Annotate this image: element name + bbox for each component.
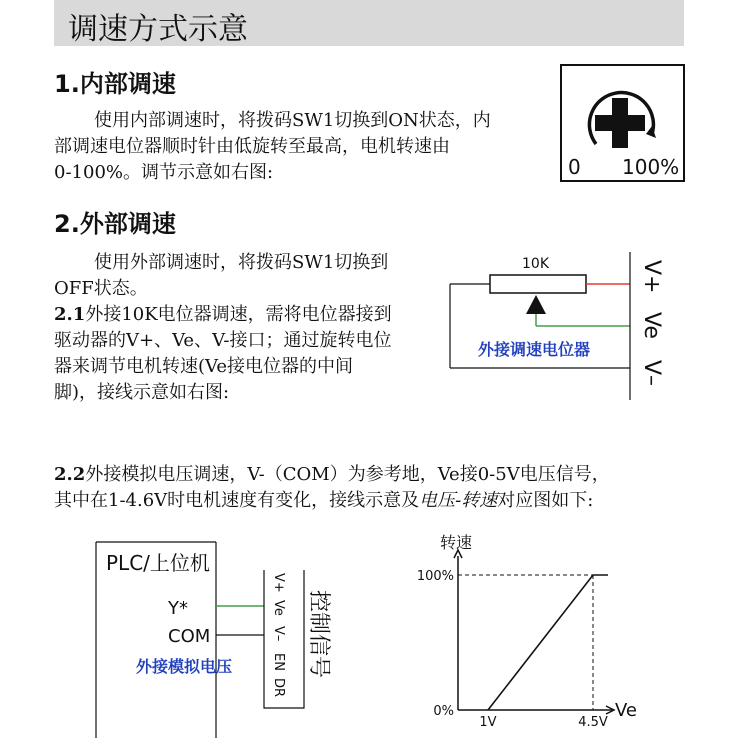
chart-ylabel: 转速 [440, 533, 473, 552]
sub22-paragraph [54, 462, 694, 514]
sub21-text-1: 外接10K电位器调速，需将电位器接到 [85, 304, 392, 325]
chart-y-tick-label: 100% [416, 569, 454, 584]
plc-common-label: COM [168, 626, 211, 647]
section2-heading [54, 204, 176, 239]
pot-caption: 外接调速电位器 [478, 340, 591, 359]
control-signal-label: 控制信号 [306, 590, 331, 679]
plc-terminal-en: EN [271, 653, 286, 671]
chart-series-line [488, 575, 608, 710]
title-banner [54, 0, 684, 46]
resistor-label: 10K [522, 256, 549, 272]
resistor-body [490, 275, 586, 293]
sub22-text-2a: 其中在1-4.6V时电机速度有变化，接线示意及 [54, 490, 420, 511]
chart-y-tick-label: 0% [433, 704, 454, 719]
plc-wiring-diagram [94, 540, 344, 740]
sub21-line-4: 脚)，接线示意如右图: [54, 382, 230, 403]
sub22-text-2b: 对应图如下: [497, 490, 594, 511]
knob-min-label: 0 [568, 155, 581, 179]
pot-wiring-diagram [444, 248, 689, 403]
chart-plot [417, 550, 614, 730]
sub21-line-2: 驱动器的V+、Ve、V-接口；通过旋转电位 [54, 330, 392, 351]
sub22-line-2 [54, 488, 694, 514]
page-title: 调速方式示意 [68, 12, 248, 47]
terminal-vplus: V+ [639, 260, 664, 294]
knob-diagram [560, 64, 685, 182]
section1-heading [54, 64, 176, 99]
terminal-vminus: V– [639, 360, 664, 387]
plc-terminal-vminus: V– [271, 626, 286, 642]
voltage-speed-chart [400, 528, 660, 738]
section2-intro-line-2: OFF状态。 [54, 278, 148, 299]
section1-line-2: 部调速电位器顺时针由低旋转至最高，电机转速由 [54, 136, 450, 157]
sub22-line-1 [54, 462, 694, 488]
wiper-arrow-icon [526, 295, 546, 314]
sub21-line-3: 器来调节电机转速(Ve接电位器的中间 [54, 356, 354, 377]
section2-heading-num: 2. [54, 210, 80, 238]
section1-line-1: 使用内部调速时，将拨码SW1切换到ON状态，内 [94, 110, 491, 131]
section1-line-3: 0-100%。调节示意如右图: [54, 162, 274, 183]
section1-paragraph [54, 108, 554, 186]
section1-heading-num: 1. [54, 70, 80, 98]
plus-icon-horizontal [595, 115, 645, 131]
chart-xlabel: Ve [615, 700, 637, 721]
sub21-num: 2.1 [54, 304, 86, 325]
plc-signal-label: Y* [168, 598, 188, 619]
plc-title: PLC/上位机 [106, 551, 210, 575]
plc-caption: 外接模拟电压 [136, 657, 233, 676]
plc-terminal-vplus: V+ [271, 573, 286, 593]
chart-x-tick-label: 4.5V [578, 715, 608, 730]
section2-heading-text: 外部调速 [79, 210, 176, 238]
section2-paragraph [54, 250, 444, 406]
terminal-ve: Ve [639, 312, 664, 339]
plc-terminal-dr: DR [271, 678, 286, 698]
sub22-num: 2.2 [54, 464, 86, 485]
section1-heading-text: 内部调速 [79, 70, 176, 98]
knob-max-label: 100% [622, 155, 680, 179]
section2-intro-line-1: 使用外部调速时，将拨码SW1切换到 [94, 252, 389, 273]
sub22-text-2-italic: 电压-转速 [419, 490, 498, 511]
chart-x-tick-label: 1V [479, 715, 497, 730]
plc-terminal-ve: Ve [271, 600, 286, 616]
sub22-text-1: 外接模拟电压调速，V-（COM）为参考地，Ve接0-5V电压信号， [85, 464, 610, 485]
sub21-line-1 [54, 302, 444, 328]
